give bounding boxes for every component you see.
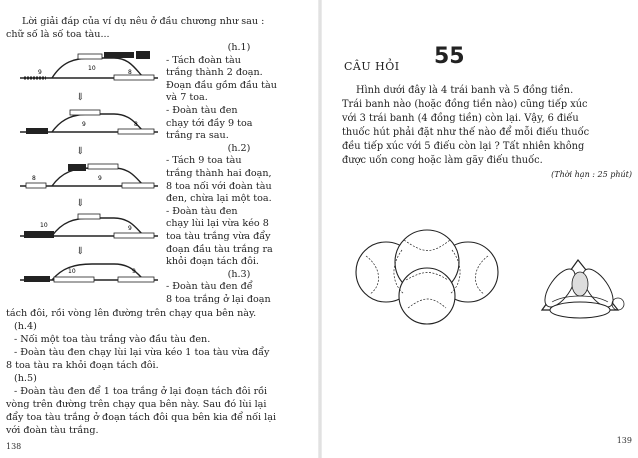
track-diagram-h2 [18, 106, 164, 142]
step-line: - Đoàn tàu đen [166, 205, 238, 217]
step-line: 8 toa trắng ở lại đoạn [166, 293, 271, 305]
step-line: Đoạn đầu gồm đầu tàu [166, 79, 277, 91]
step-line: toa tàu trắng vừa đẩy [166, 230, 271, 242]
diagram-label: 10 [40, 222, 48, 229]
intro-line-2: chữ số là số toa tàu... [6, 29, 110, 40]
step-line: khỏi đoạn tách đôi. [166, 256, 259, 268]
question-label: CÂU HỎI [344, 60, 400, 73]
page-number-left: 138 [6, 442, 22, 451]
time-limit-note: (Thời hạn : 25 phút) [551, 170, 632, 179]
step-line: - Đoàn tàu đen chạy lùi lại vừa kéo 1 toa tàu vừa đẩy [14, 347, 270, 358]
diagram-label: 8 [128, 69, 132, 76]
diagram-label: 9 [132, 268, 136, 275]
question-line: được uốn cong hoặc làm gãy điếu thuốc. [342, 155, 543, 166]
right-page [322, 0, 638, 458]
diagram-label: 9 [98, 175, 102, 182]
ball-bottom [399, 268, 455, 324]
step-line: - Đoàn tàu đen để [166, 281, 253, 293]
figure-ref: (h.4) [14, 321, 37, 332]
step-line: đẩy toa tàu trắng ở đoạn tách đôi qua bên kia để nối lại [6, 412, 277, 423]
step-line: 8 toa nối với đoàn tàu [166, 180, 272, 192]
question-line: thuốc hút phải đặt như thế nào để mỗi điếu thuốc [342, 127, 590, 138]
left-page [0, 0, 318, 458]
step-line: 8 toa tàu ra khỏi đoạn tách đôi. [6, 360, 159, 371]
step-line: đoạn đầu tàu trắng ra [166, 243, 273, 255]
diagram-label: 10 [68, 268, 76, 275]
step-line: đen, chừa lại một toa. [166, 193, 272, 205]
figure-ref: (h.5) [14, 373, 37, 384]
down-arrow-icon: ⇓ [76, 92, 85, 103]
step-line: với đoàn tàu trắng. [6, 425, 99, 436]
intro-line-1: Lời giải đáp của ví dụ nêu ở đầu chương như sau : [22, 16, 265, 27]
question-line: với 3 trái banh (4 đồng tiền) còn lại. Vậy, 6 điếu [342, 113, 579, 124]
track-diagram-h3 [18, 160, 164, 196]
diagram-label: 8 [134, 121, 138, 128]
question-line: Trái banh nào (hoặc đồng tiền nào) cũng tiếp xúc [342, 99, 588, 110]
diagram-label: 8 [32, 175, 36, 182]
down-arrow-icon: ⇓ [76, 198, 85, 209]
track-diagram-h4 [18, 210, 164, 246]
down-arrow-icon: ⇓ [76, 246, 85, 257]
step-line: trắng ra sau. [166, 130, 229, 142]
question-line: Hình dưới đây là 4 trái banh và 5 đồng tiền. [356, 85, 574, 96]
step-line: và 7 toa. [166, 92, 208, 104]
diagram-label: 9 [38, 69, 42, 76]
page-number-right: 139 [616, 436, 632, 445]
step-line: - Đoàn tàu đen [166, 104, 238, 116]
question-line: đều tiếp xúc với 5 điếu còn lại ? Tất nhiên không [342, 141, 585, 152]
step-line: chạy lùi lại vừa kéo 8 [166, 218, 269, 230]
figure-ref: (h.1) [227, 42, 251, 53]
step-line: trắng thành hai đoạn, [166, 167, 272, 179]
step-line: vòng trên đường trên chạy qua bên này. Sau đó lùi lại [6, 399, 267, 410]
step-line: - Đoàn tàu đen để 1 toa trắng ở lại đoạn tách đôi rồi [14, 386, 268, 397]
down-arrow-icon: ⇓ [76, 146, 85, 157]
step-line: - Tách 9 toa tàu [166, 155, 242, 167]
diagram-label: 10 [88, 65, 96, 72]
figure-ref: (h.3) [227, 268, 251, 280]
four-balls-illustration [352, 226, 504, 326]
step-line: chạy tới đầy 9 toa [166, 117, 253, 129]
step-line: - Tách đoàn tàu [166, 54, 241, 66]
question-body [342, 84, 634, 168]
step-line: tách đôi, rồi vòng lên đường trên chạy qua bên này. [6, 308, 257, 319]
steps-column [166, 42, 312, 306]
track-diagram-h5 [18, 256, 164, 290]
diagram-label: 9 [128, 225, 132, 232]
diagram-label: 9 [82, 121, 86, 128]
step-line: trắng thành 2 đoạn. [166, 67, 263, 79]
question-number: 55 [434, 44, 465, 69]
step-line: - Nối một toa tàu trắng vào đầu tàu đen. [14, 334, 211, 345]
coin-holder-illustration [532, 254, 628, 324]
figure-ref: (h.2) [227, 142, 251, 154]
track-diagram-h1 [18, 48, 164, 88]
